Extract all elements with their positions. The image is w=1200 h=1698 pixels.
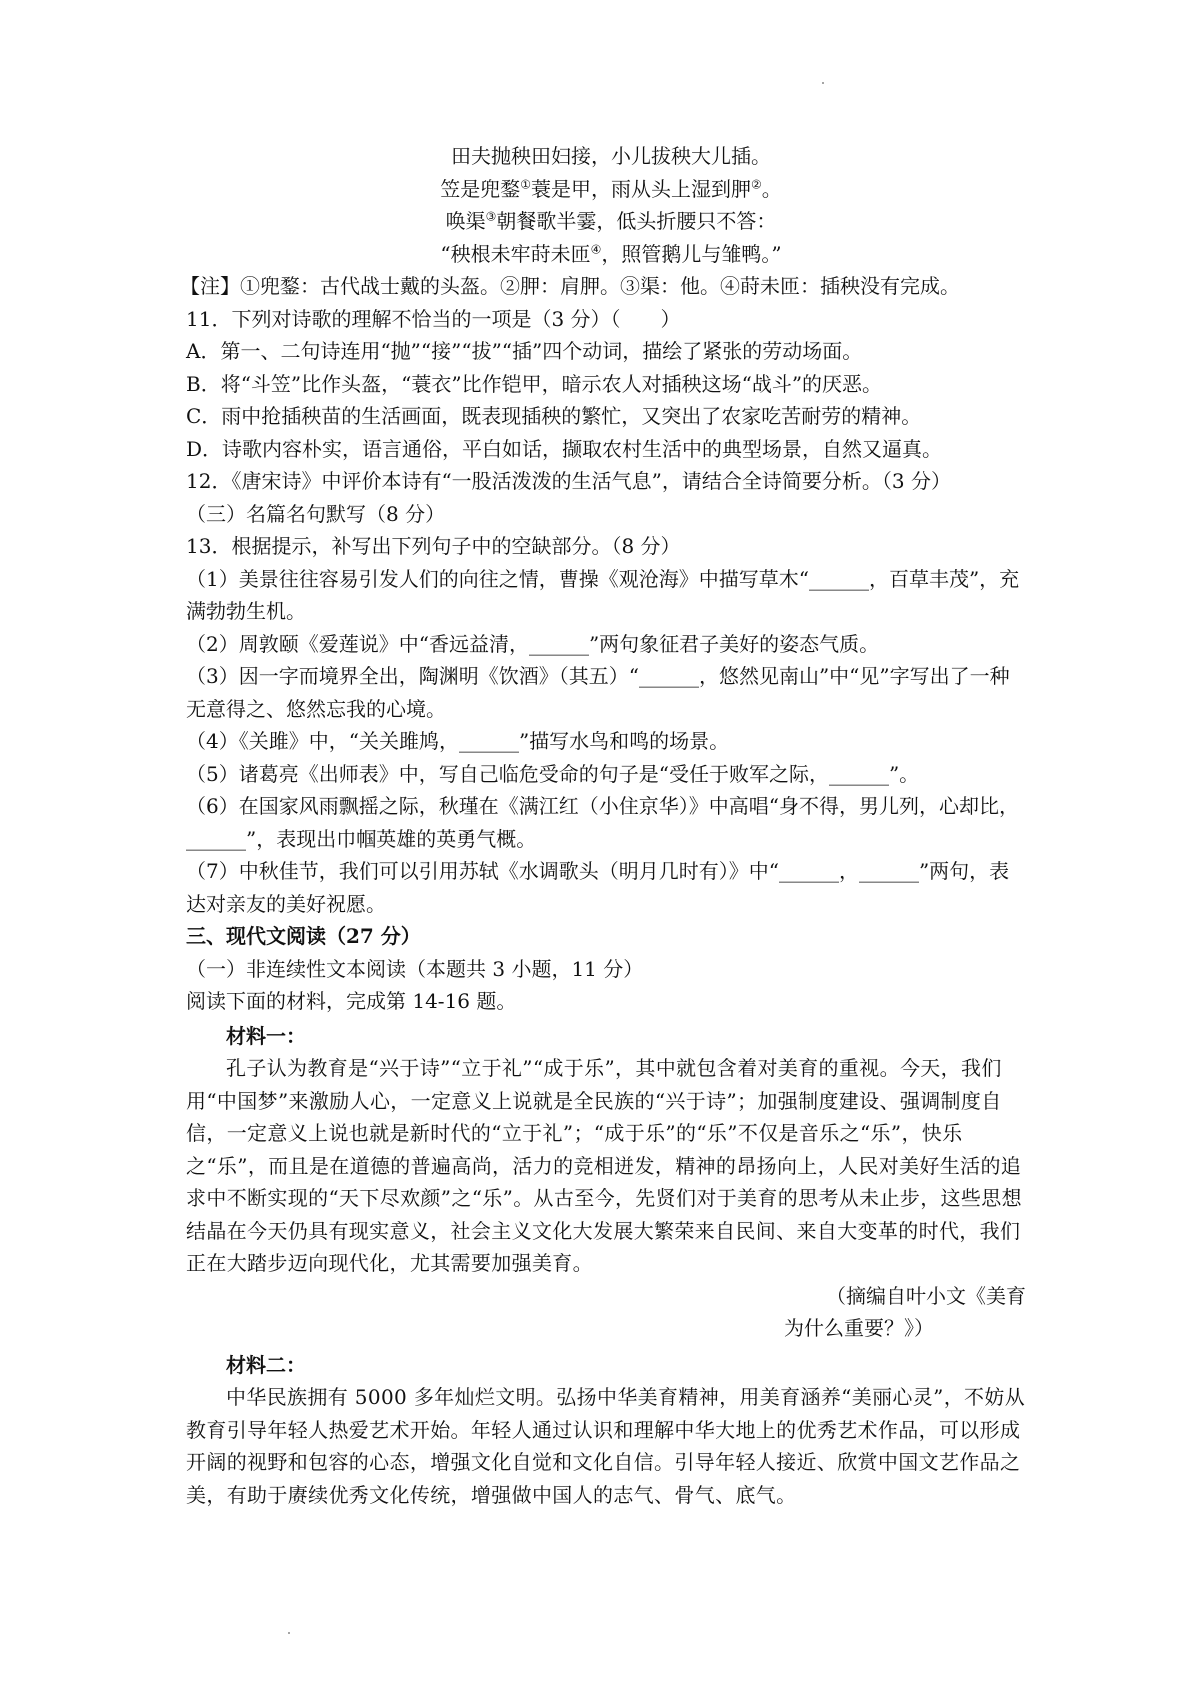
material-1-source: 为什么重要？》） bbox=[784, 1316, 934, 1340]
question-11-stem: 11．下列对诗歌的理解不恰当的一项是（3 分）（ ） bbox=[186, 306, 681, 331]
question-13-item: （6）在国家风雨飘摇之际，秋瑾在《满江红（小住京华）》中高唱“身不得，男儿列，心却比，______”，表现出巾帼英雄的英勇气概。 bbox=[186, 794, 1019, 851]
question-13-item: （4）《关雎》中，“关关雎鸠，______”描写水鸟和鸣的场景。 bbox=[186, 729, 730, 753]
question-13-item: （3）因一字而境界全出，陶渊明《饮酒》（其五）“______，悠然见南山”中“见”字写出了一种无意得之、悠然忘我的心境。 bbox=[186, 664, 1010, 721]
poem-text: 唤渠 bbox=[445, 209, 486, 233]
material-2-title: 材料二： bbox=[226, 1352, 306, 1377]
poem-line-1: 田夫抛秧田妇接，小儿拔秧大儿插。 bbox=[451, 144, 771, 168]
poem-text: 朝餐歌半霎，低头折腰只不答： bbox=[496, 209, 777, 233]
footnote-mark: ③ bbox=[485, 209, 497, 224]
question-13-item: （5）诸葛亮《出师表》中，写自己临危受命的句子是“受任于败军之际，______”。 bbox=[186, 761, 920, 786]
poem-line-2 bbox=[186, 173, 1026, 206]
poem-line-4 bbox=[186, 238, 1026, 271]
question-13-item: （2）周敦颐《爱莲说》中“香远益清，______”两句象征君子美好的姿态气质。 bbox=[186, 631, 880, 656]
question-13-stem: 13．根据提示，补写出下列句子中的空缺部分。（8 分） bbox=[186, 534, 681, 558]
poem-note: 【注】①兜鍪：古代战士戴的头盔。②胛：肩胛。③渠：他。④莳未匝：插秧没有完成。 bbox=[180, 274, 960, 298]
question-11-option-c: C．雨中抢插秧苗的生活画面，既表现插秧的繁忙，又突出了农家吃苦耐劳的精神。 bbox=[186, 404, 922, 428]
part-subheading: （一）非连续性文本阅读（本题共 3 小题，11 分） bbox=[186, 956, 644, 981]
poem-text: 蓑是甲，雨从头上湿到胛 bbox=[531, 176, 751, 201]
material-1-title: 材料一： bbox=[226, 1023, 306, 1048]
question-11-option-d: D．诗歌内容朴实，语言通俗，平白如话，撷取农村生活中的典型场景，自然又逼真。 bbox=[186, 436, 943, 461]
exam-page bbox=[180, 140, 1026, 1511]
question-12: 12．《唐宋诗》中评价本诗有“一股活泼泼的生活气息”，请结合全诗简要分析。（3 分） bbox=[186, 469, 951, 493]
question-11-option-b: B．将“斗笠”比作头盔，“蓑衣”比作铠甲，暗示农人对插秧这场“战斗”的厌恶。 bbox=[186, 371, 883, 396]
poem-text: ，照管鹅儿与雏鸭。” bbox=[601, 241, 782, 266]
footnote-mark: ② bbox=[751, 176, 762, 191]
poem-text: “秧根未牢莳未匝 bbox=[440, 241, 591, 266]
scan-speck bbox=[288, 1632, 290, 1634]
question-13-item: （7）中秋佳节，我们可以引用苏轼《水调歌头（明月几时有）》中“______，______”两句，表达对亲友的美好祝愿。 bbox=[186, 859, 1010, 916]
poem-line-3 bbox=[186, 205, 1026, 238]
poem-text: 。 bbox=[761, 176, 782, 201]
footnote-mark: ④ bbox=[590, 241, 602, 256]
part-heading: 三、现代文阅读（27 分） bbox=[186, 924, 421, 948]
question-11-option-a: A．第一、二句诗连用“抛”“接”“拔”“插”四个动词，描绘了紧张的劳动场面。 bbox=[186, 339, 863, 363]
question-13-item: （1）美景往往容易引发人们的向往之情，曹操《观沧海》中描写草木“______，百草丰茂”，充满勃勃生机。 bbox=[186, 566, 1020, 623]
section-heading: （三）名篇名句默写（8 分） bbox=[186, 501, 446, 526]
material-2-text: 中华民族拥有 5000 多年灿烂文明。弘扬中华美育精神，用美育涵养“美丽心灵”，不妨从教育引导年轻人热爱艺术开始。年轻人通过认识和理解中华大地上的优秀艺术作品，可以形成开阔的视野和包容的心态，增强文化自觉和文化自信。引导年轻人接近、欣赏中国文艺作品之美，有助于赓续优秀文化传统，增强做中国人的志气、骨气、底气。 bbox=[186, 1385, 1026, 1507]
scan-speck bbox=[822, 82, 824, 84]
poem-text: 笠是兜鍪 bbox=[440, 176, 521, 201]
material-1-text: 孔子认为教育是“兴于诗”“立于礼”“成于乐”，其中就包含着对美育的重视。今天，我们用“中国梦”来激励人心，一定意义上说就是全民族的“兴于诗”；加强制度建设、强调制度自信，一定意义上说也就是新时代的“立于礼”；“成于乐”的“乐”不仅是音乐之“乐”，快乐之“乐”，而且是在道德的普遍高尚，活力的竞相迸发，精神的昂扬向上，人民对美好生活的追求中不断实现的“天下尽欢颜”之“乐”。从古至今，先贤们对于美育的思考从未止步，这些思想结晶在今天仍具有现实意义，社会主义文化大发展大繁荣来自民间、来自大变革的时代，我们正在大踏步迈向现代化，尤其需要加强美育。 bbox=[186, 1056, 1022, 1275]
footnote-mark: ① bbox=[520, 176, 531, 191]
reading-instruction: 阅读下面的材料，完成第 14-16 题。 bbox=[186, 989, 517, 1013]
poem bbox=[186, 140, 1026, 270]
material-1-source: （摘编自叶小文《美育 bbox=[826, 1283, 1026, 1308]
